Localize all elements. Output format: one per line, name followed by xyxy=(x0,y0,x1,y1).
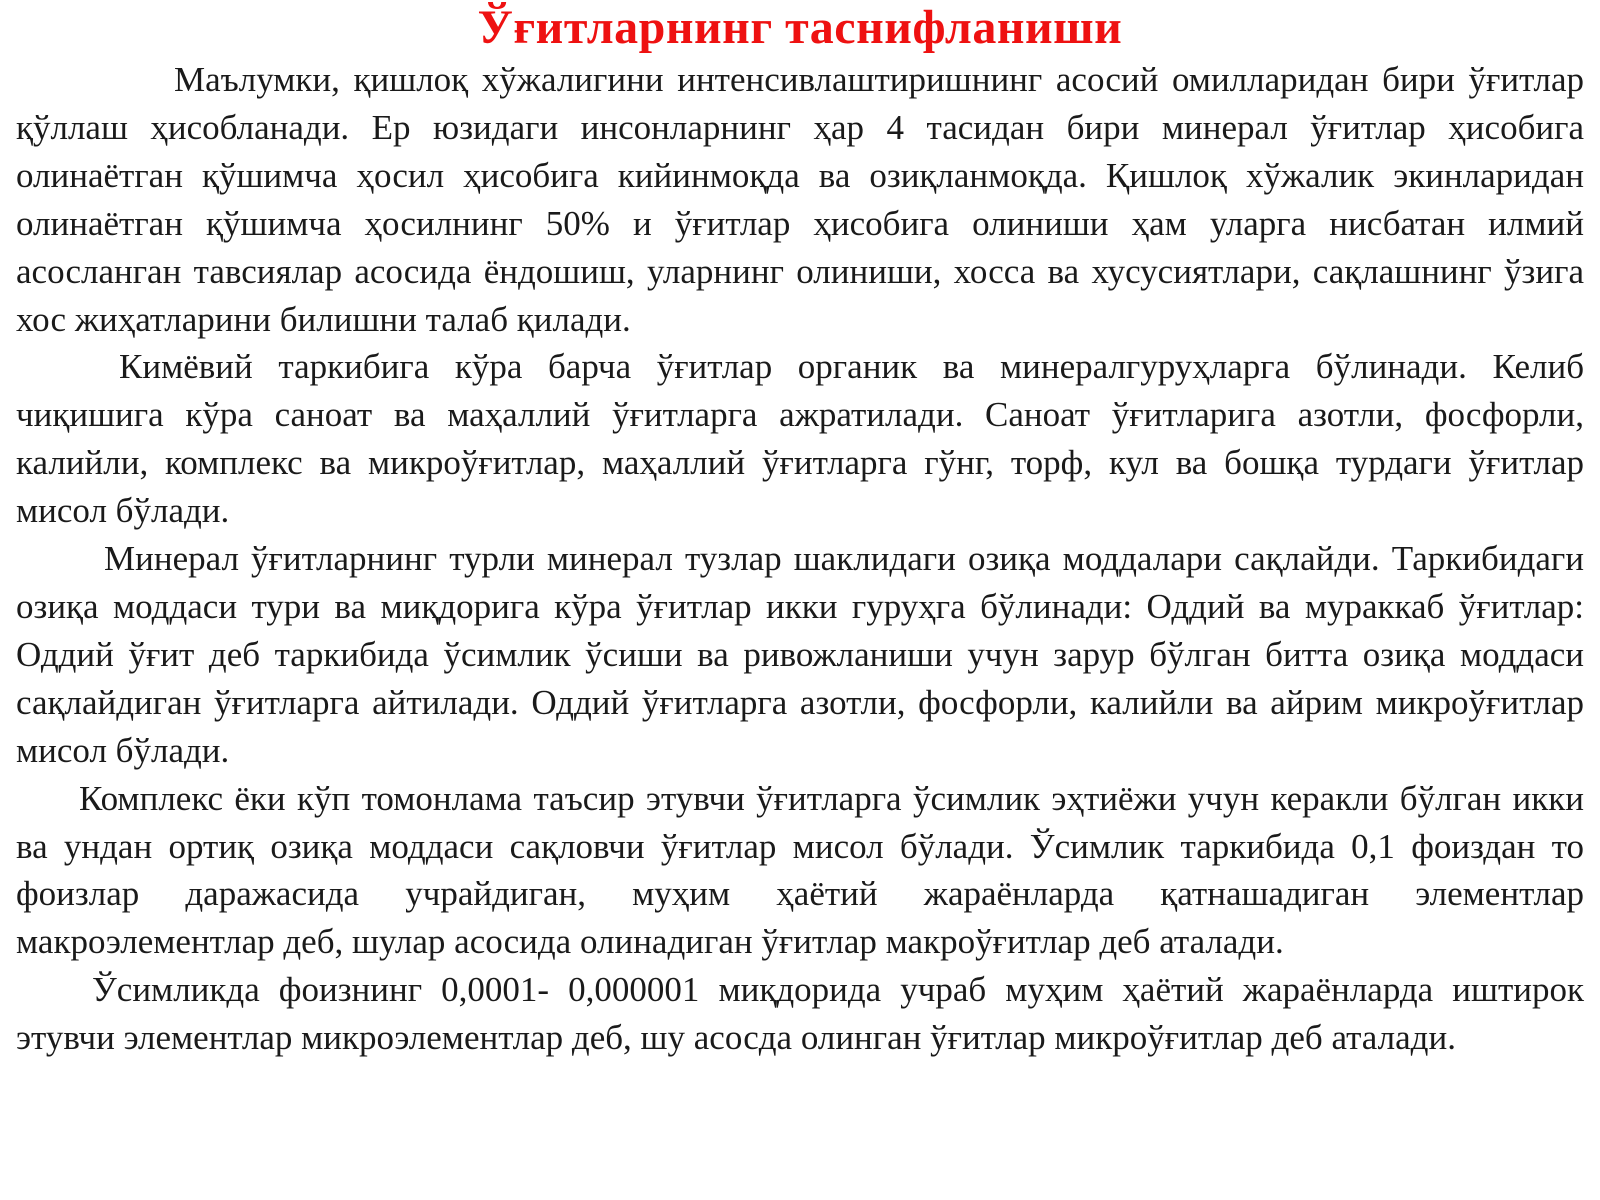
page-title: Ўғитларнинг таснифланиши xyxy=(477,1,1123,54)
document-body xyxy=(16,56,1584,1062)
paragraph-mineral-fertilizers: Минерал ўғитларнинг турли минерал тузлар шаклидаги озиқа моддалари сақлайди. Таркибидаги озиқа моддаси тури ва миқдорига кўра ўғитлар икки гуруҳга бўлинади: Оддий ва мураккаб ўғитлар: Оддий ўғит деб таркибида ўсимлик ўсиши ва ривожланиши учун зарур бўлган битта озиқа моддаси сақлайдиган ўғитларга айтилади. Оддий ўғитларга азотли, фосфорли, калийли ва айрим микроўғитлар мисол бўлади. xyxy=(16,539,1584,770)
paragraph-complex-fertilizers: Комплекс ёки кўп томонлама таъсир этувчи ўғитларга ўсимлик эҳтиёжи учун керакли бўлган икки ва ундан ортиқ озиқа моддаси сақловчи ўғитлар мисол бўлади. Ўсимлик таркибида 0,1 фоиздан то фоизлар даражасида учрайдиган, муҳим ҳаётий жараёнларда қатнашадиган элементлар макроэлементлар деб, шулар асосида олинадиган ўғитлар макроўғитлар деб аталади. xyxy=(16,778,1584,962)
paragraph-classification: Кимёвий таркибига кўра барча ўғитлар органик ва минералгуруҳларга бўлинади. Келиб чиқишига кўра саноат ва маҳаллий ўғитларга ажратилади. Саноат ўғитларига азотли, фосфорли, калийли, комплекс ва микроўғитлар, маҳаллий ўғитларга гўнг, торф, кул ва бошқа турдаги ўғитлар мисол бўлади. xyxy=(16,347,1584,531)
paragraph-intro: Маълумки, қишлоқ хўжалигини интенсивлаштиришнинг асосий омилларидан бири ўғитлар қўллаш ҳисобланади. Ер юзидаги инсонларнинг ҳар 4 тасидан бири минерал ўғитлар ҳисобига олинаётган қўшимча ҳосил ҳисобига кийинмоқда ва озиқланмоқда. Қишлоқ хўжалик экинларидан олинаётган қўшимча ҳосилнинг 50% и ўғитлар ҳисобига олиниши ҳам уларга нисбатан илмий асосланган тавсиялар асосида ёндошиш, уларнинг олиниши, хосса ва хусусиятлари, сақлашнинг ўзига хос жиҳатларини билишни талаб қилади. xyxy=(16,60,1584,339)
paragraph-microelements: Ўсимликда фоизнинг 0,0001- 0,000001 миқдорида учраб муҳим ҳаётий жараёнларда иштирок этувчи элементлар микроэлементлар деб, шу асосда олинган ўғитлар микроўғитлар деб аталади. xyxy=(16,970,1584,1058)
